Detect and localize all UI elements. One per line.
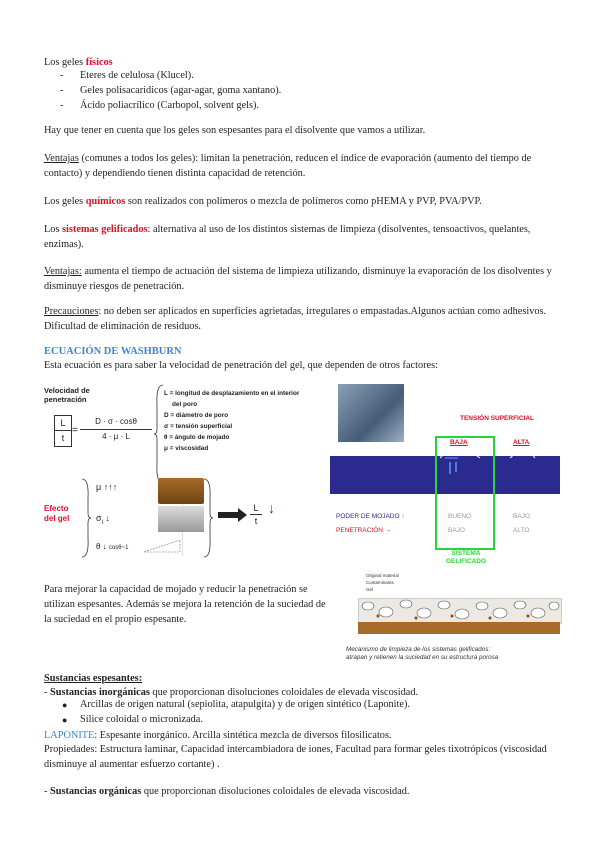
list-item: Arcillas de origen natural (sepiolita, atapulgita) y de origen sintético (Laponite). [80,699,410,710]
list-item: Eteres de celulosa (Klucel). [80,70,194,81]
highlight-sistemas: sistemas gelificados [62,224,148,235]
para-fisicos: Los geles físicos [44,57,113,68]
para-mojado: Para mejorar la capacidad de mojado y reducir la penetración se utilizan espesantes. Además se mejora la retención de la suciedad de la suciedad en el propio espesante. [44,584,326,625]
equation-legend: L = longitud de desplazamiento en el interior del poro D = diámetro de poro σ = tensión superficial θ = ángulo de mojado μ = viscosidad [164,390,300,452]
droplet-photo [338,384,404,442]
cleaning-mechanism-figure: Original material Contaminants Gel Mecanismo de limpieza de los sistemas gelificados: atrapan y retienen la suciedad en su estructura porosa [346,572,560,672]
gel-system-box [435,436,495,550]
drop-photo-1 [158,478,204,504]
para-organicas: - Sustancias orgánicas que proporcionan disoluciones coloidales de elevada viscosidad. [44,786,410,797]
drop-photo-2 [158,506,204,532]
para-espesantes: Hay que tener en cuenta que los geles son espesantes para el disolvente que vamos a utilizar. [44,125,426,136]
highlight-fisicos: físicos [85,57,113,68]
para-ventajas-geles: Ventajas (comunes a todos los geles): limitan la penetración, reducen el índice de evaporación (aumento del tiempo de contacto) y dependiendo tienen distinta capacidad de retención. [44,153,532,179]
list-item: Geles polisacarídicos (agar-agar, goma xantano). [80,85,282,96]
list-item: Sílice coloidal o micronizada. [80,714,203,725]
heading-washburn: ECUACIÓN DE WASHBURN [44,346,182,357]
tension-figure: TENSIÓN SUPERFICIAL BAJA ALTA PODER DE MOJADO ↑ PENETRACIÓN → BUENO BAJO BAJO ALTO SISTEMA GELIFICADO [330,382,560,572]
para-propiedades: Propiedades: Estructura laminar, Capacidad intercambiadora de iones, Facultad para formar geles tixotrópicos (viscosidad disminuye al aumentar esfuerzo cortante) . [44,744,547,770]
para-ventajas-sistemas: Ventajas: aumenta el tiempo de actuación del sistema de limpieza utilizando, disminuye la evaporación de los disolventes y disminuye riesgos de penetración. [44,266,552,292]
list-item: Ácido poliacrílico (Carbopol, solvent gels). [80,100,260,111]
para-sistemas: Los sistemas gelificados: alternativa al uso de los distintos sistemas de limpieza (disolventes, tensoactivos, quelantes, enzimas). [44,224,531,250]
washburn-figure: Velocidad de penetración L t = D · σ · cosθ 4 · μ · L L = longitud de desplazamiento en el interior del poro D = diámetro de poro σ = tensión superficial θ = ángulo de mojado μ = viscosidad Efecto del gel μ ↑↑↑ $\sigma_l$ ↓ θ ↓ cosθ~1 L t ↓ [40,378,330,558]
highlight-quimicos: químicos [85,196,126,207]
para-laponite: LAPONITE: Espesante inorgánico. Arcilla sintética mezcla de diversos filosilicatos. [44,730,392,741]
para-inorganicas: - Sustancias inorgánicas que proporcionan disoluciones coloidales de elevada viscosidad. [44,687,419,698]
para-washburn: Esta ecuación es para saber la velocidad de penetración del gel, que dependen de otros factores: [44,360,438,371]
heading-espesantes: Sustancias espesantes: [44,673,143,684]
para-precauciones: Precauciones: no deben ser aplicados en superficies agrietadas, irregulares o empastadas.Algunos actúan como adhesivos. Dificultad de eliminación de residuos. [44,306,547,332]
para-quimicos: Los geles químicos son realizados con polímeros o mezcla de polímeros como pHEMA y PVP, PVA/PVP. [44,196,482,207]
